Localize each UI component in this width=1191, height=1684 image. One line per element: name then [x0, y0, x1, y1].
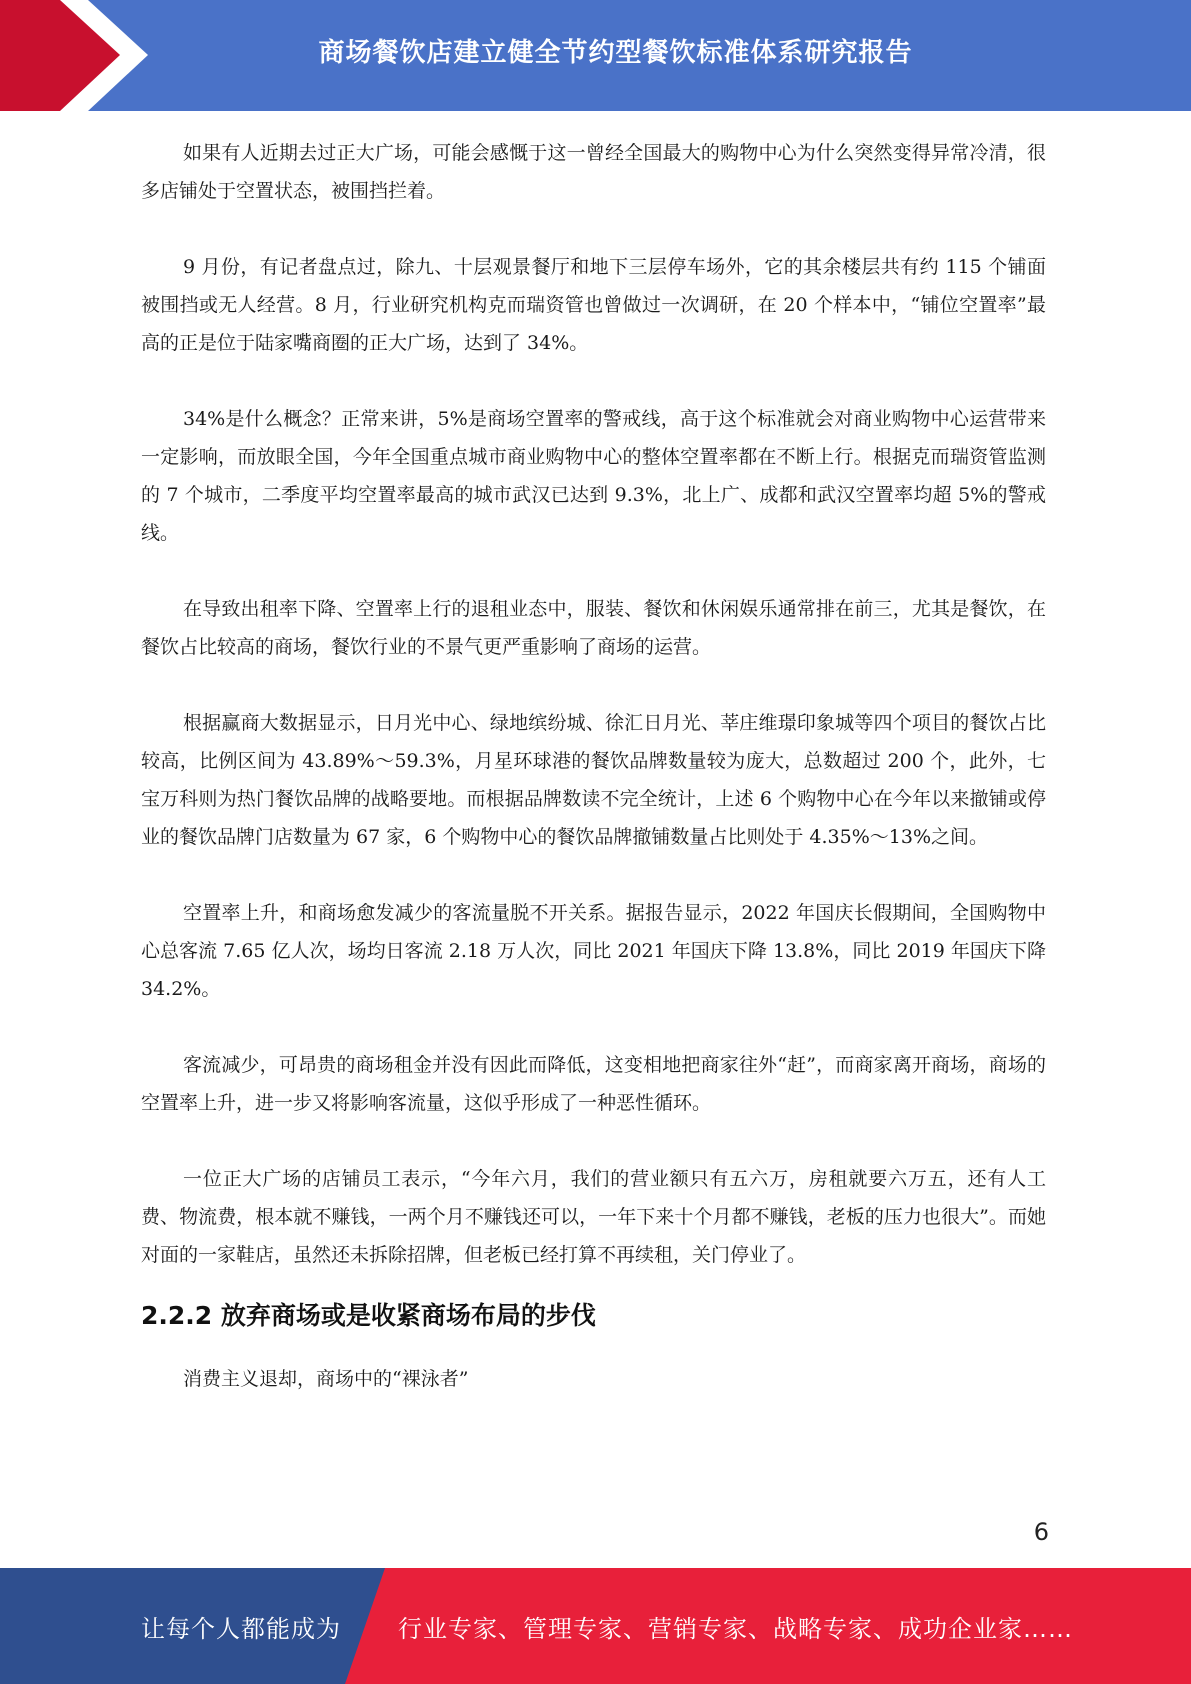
paragraph-7: 客流减少，可昂贵的商场租金并没有因此而降低，这变相地把商家往外“赶”，而商家离开商场，商场的空置率上升，进一步又将影响客流量，这似乎形成了一种恶性循环。: [141, 1054, 1046, 1114]
paragraph-8: 一位正大广场的店铺员工表示，“今年六月，我们的营业额只有五六万，房租就要六万五，还有人工费、物流费，根本就不赚钱，一两个月不赚钱还可以，一年下来十个月都不赚钱，老板的压力也很大”。而她对面的一家鞋店，虽然还未拆除招牌，但老板已经打算不再续租，关门停业了。: [141, 1168, 1046, 1266]
paragraph-1: 如果有人近期去过正大广场，可能会感慨于这一曾经全国最大的购物中心为什么突然变得异常冷清，很多店铺处于空置状态，被围挡拦着。: [141, 142, 1046, 202]
section-subparagraph: 消费主义退却，商场中的“裸泳者”: [183, 1368, 469, 1390]
paragraph-2: 9 月份，有记者盘点过，除九、十层观景餐厅和地下三层停车场外，它的其余楼层共有约 115 个铺面被围挡或无人经营。8 月，行业研究机构克而瑞资管也曾做过一次调研，在 20 个样本中，“铺位空置率”最高的正是位于陆家嘴商圈的正大广场，达到了 34%。: [141, 256, 1046, 354]
footer-slogan-left: 让每个人都能成为: [141, 1614, 341, 1643]
footer-slogan-right: 行业专家、管理专家、营销专家、战略专家、成功企业家……: [398, 1614, 1073, 1643]
section-heading: 2.2.2 放弃商场或是收紧商场布局的步伐: [141, 1301, 596, 1330]
header-title: 商场餐饮店建立健全节约型餐饮标准体系研究报告: [318, 37, 913, 68]
page-header: [0, 0, 1191, 111]
paragraph-4: 在导致出租率下降、空置率上行的退租业态中，服装、餐饮和休闲娱乐通常排在前三，尤其是餐饮，在餐饮占比较高的商场，餐饮行业的不景气更严重影响了商场的运营。: [141, 598, 1046, 658]
paragraph-6: 空置率上升，和商场愈发减少的客流量脱不开关系。据报告显示，2022 年国庆长假期间，全国购物中心总客流 7.65 亿人次，场均日客流 2.18 万人次，同比 2021 年国庆下降 13.8%，同比 2019 年国庆下降 34.2%。: [141, 902, 1046, 1000]
document-body: [141, 134, 1046, 1436]
paragraph-3: 34%是什么概念？正常来讲，5%是商场空置率的警戒线，高于这个标准就会对商业购物中心运营带来一定影响，而放眼全国，今年全国重点城市商业购物中心的整体空置率都在不断上行。根据克而瑞资管监测的 7 个城市，二季度平均空置率最高的城市武汉已达到 9.3%，北上广、成都和武汉空置率均超 5%的警戒线。: [141, 408, 1046, 544]
page-footer: [0, 1568, 1191, 1684]
paragraph-5: 根据赢商大数据显示，日月光中心、绿地缤纷城、徐汇日月光、莘庄维璟印象城等四个项目的餐饮占比较高，比例区间为 43.89%～59.3%，月星环球港的餐饮品牌数量较为庞大，总数超过 200 个，此外，七宝万科则为热门餐饮品牌的战略要地。而根据品牌数读不完全统计，上述 6 个购物中心在今年以来撤铺或停业的餐饮品牌门店数量为 67 家，6 个购物中心的餐饮品牌撤铺数量占比则处于 4.35%～13%之间。: [141, 712, 1046, 848]
header-chevron-decoration: [0, 0, 160, 111]
page-number: 6: [1033, 1518, 1049, 1546]
